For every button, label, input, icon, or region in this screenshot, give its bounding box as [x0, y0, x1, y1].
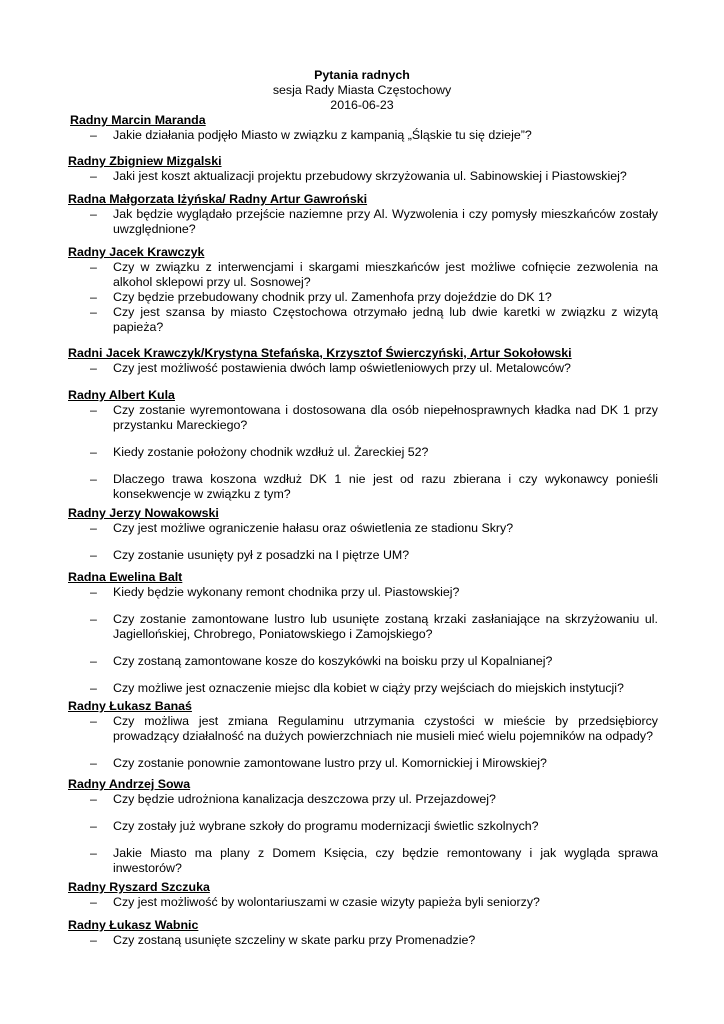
question-item [68, 548, 658, 563]
question-text: Jak będzie wyglądało przejście naziemne przy Al. Wyzwolenia i czy pomysły mieszkańców zostały uwzględnione? [113, 207, 658, 236]
councillor-section [68, 154, 658, 184]
bullet-dash: – [90, 933, 97, 947]
question-item [68, 472, 658, 502]
councillor-name: Radny Ryszard Szczuka [68, 880, 210, 894]
document-subtitle: sesja Rady Miasta Częstochowy [272, 83, 452, 97]
document-header [0, 68, 724, 113]
question-item [68, 654, 658, 669]
bullet-dash: – [90, 521, 97, 535]
question-item [68, 361, 658, 376]
councillor-name: Radny Marcin Maranda [70, 113, 206, 127]
question-text: Czy możliwe jest oznaczenie miejsc dla kobiet w ciąży przy wejściach do miejskich instytucji? [113, 681, 624, 695]
bullet-dash: – [90, 654, 97, 668]
question-text: Jakie Miasto ma plany z Domem Księcia, czy będzie remontowany i jak wygląda sprawa inwestorów? [113, 846, 658, 875]
councillor-name: Radny Łukasz Wabnic [68, 918, 199, 932]
bullet-dash: – [90, 445, 97, 459]
bullet-dash: – [90, 290, 97, 304]
question-item [68, 169, 658, 184]
document-title: Pytania radnych [314, 68, 410, 82]
question-text: Kiedy zostanie położony chodnik wzdłuż ul. Żareckiej 52? [113, 445, 429, 459]
councillor-section [68, 346, 658, 376]
question-item [68, 756, 658, 771]
bullet-dash: – [90, 895, 97, 909]
councillor-section [68, 699, 658, 771]
question-text: Czy jest szansa by miasto Częstochowa otrzymało jedną lub dwie karetki w związku z wizytą papieża? [113, 305, 658, 334]
question-item [68, 207, 658, 237]
question-item [68, 714, 658, 744]
councillor-section [68, 388, 658, 502]
question-text: Dlaczego trawa koszona wzdłuż DK 1 nie jest od razu zbierana i czy wykonawcy ponieśli konsekwencje w związku z tym? [113, 472, 658, 501]
question-item [68, 846, 658, 876]
question-text: Czy jest możliwość by wolontariuszami w czasie wizyty papieża byli seniorzy? [113, 895, 540, 909]
question-text: Czy jest możliwość postawienia dwóch lamp oświetleniowych przy ul. Metalowców? [113, 361, 571, 375]
councillor-section [68, 777, 658, 876]
councillor-section [68, 880, 658, 910]
question-item [68, 819, 658, 834]
councillor-section [70, 113, 660, 143]
question-text: Czy możliwa jest zmiana Regulaminu utrzymania czystości w mieście by przedsiębiorcy prowadzący działalność na dużych powierzchniach nie musieli mieć wielu pojemników na odpady? [113, 714, 658, 743]
bullet-dash: – [90, 548, 97, 562]
bullet-dash: – [90, 207, 97, 221]
bullet-dash: – [90, 305, 97, 319]
question-item [68, 290, 658, 305]
bullet-dash: – [90, 792, 97, 806]
councillor-name: Radny Jacek Krawczyk [68, 245, 205, 259]
question-item [68, 585, 658, 600]
councillor-section [68, 506, 658, 563]
councillor-section [68, 245, 658, 335]
councillor-name: Radna Ewelina Balt [68, 570, 183, 584]
question-text: Czy zostanie ponownie zamontowane lustro przy ul. Komornickiej i Mirowskiej? [113, 756, 547, 770]
question-text: Jakie działania podjęło Miasto w związku z kampanią „Śląskie tu się dzieje”? [113, 128, 532, 142]
question-item [68, 612, 658, 642]
councillor-section [68, 570, 658, 696]
question-text: Czy zostanie zamontowane lustro lub usunięte zostaną krzaki zasłaniające na skrzyżowaniu ul. Jagiellońskiej, Chrobrego, Poniatowskiego i Zamojskiego? [113, 612, 658, 641]
councillor-name: Radny Andrzej Sowa [68, 777, 191, 791]
question-text: Czy będzie przebudowany chodnik przy ul. Zamenhofa przy dojeździe do DK 1? [113, 290, 552, 304]
question-item [68, 260, 658, 290]
question-text: Czy zostanie wyremontowana i dostosowana dla osób niepełnosprawnych kładka nad DK 1 przy przystanku Mareckiego? [113, 403, 658, 432]
bullet-dash: – [90, 612, 97, 626]
bullet-dash: – [90, 260, 97, 274]
councillor-name: Radny Albert Kula [68, 388, 175, 402]
bullet-dash: – [90, 681, 97, 695]
question-item [68, 681, 658, 696]
councillor-name: Radny Zbigniew Mizgalski [68, 154, 222, 168]
councillor-name: Radni Jacek Krawczyk/Krystyna Stefańska, Krzysztof Świerczyński, Artur Sokołowski [68, 346, 572, 360]
bullet-dash: – [90, 361, 97, 375]
bullet-dash: – [90, 128, 97, 142]
councillor-name: Radna Małgorzata Iżyńska/ Radny Artur Gawroński [68, 192, 368, 206]
bullet-dash: – [90, 756, 97, 770]
question-item [68, 792, 658, 807]
bullet-dash: – [90, 714, 97, 728]
question-item [68, 933, 658, 948]
question-text: Czy zostaną zamontowane kosze do koszykówki na boisku przy ul Kopalnianej? [113, 654, 553, 668]
question-text: Jaki jest koszt aktualizacji projektu przebudowy skrzyżowania ul. Sabinowskiej i Piastowskiej? [113, 169, 627, 183]
bullet-dash: – [90, 846, 97, 860]
question-item [70, 128, 660, 143]
question-item [68, 305, 658, 335]
question-item [68, 445, 658, 460]
councillor-section [68, 918, 658, 948]
document-date: 2016-06-23 [330, 98, 394, 112]
question-text: Czy jest możliwe ograniczenie hałasu oraz oświetlenia ze stadionu Skry? [113, 521, 514, 535]
question-text: Kiedy będzie wykonany remont chodnika przy ul. Piastowskiej? [113, 585, 460, 599]
question-item [68, 403, 658, 433]
bullet-dash: – [90, 819, 97, 833]
bullet-dash: – [90, 472, 97, 486]
bullet-dash: – [90, 169, 97, 183]
councillor-section [68, 192, 658, 237]
question-text: Czy w związku z interwencjami i skargami mieszkańców jest możliwe cofnięcie zezwolenia na alkohol sklepowi przy ul. Sosnowej? [113, 260, 658, 289]
question-text: Czy będzie udrożniona kanalizacja deszczowa przy ul. Przejazdowej? [113, 792, 496, 806]
councillor-name: Radny Łukasz Banaś [68, 699, 192, 713]
question-text: Czy zostaną usunięte szczeliny w skate parku przy Promenadzie? [113, 933, 476, 947]
bullet-dash: – [90, 403, 97, 417]
question-item [68, 521, 658, 536]
councillor-name: Radny Jerzy Nowakowski [68, 506, 219, 520]
question-item [68, 895, 658, 910]
question-text: Czy zostanie usunięty pył z posadzki na I piętrze UM? [113, 548, 410, 562]
question-text: Czy zostały już wybrane szkoły do programu modernizacji świetlic szkolnych? [113, 819, 539, 833]
bullet-dash: – [90, 585, 97, 599]
